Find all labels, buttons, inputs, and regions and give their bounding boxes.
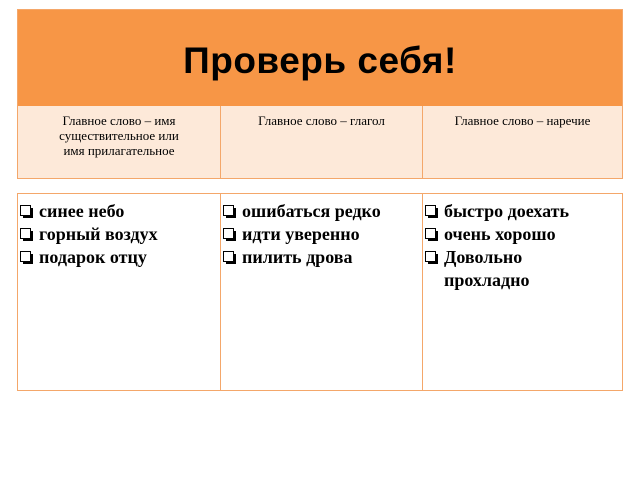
checkbox-bullet-icon [223,205,236,218]
list-item [18,200,220,223]
list-item [423,200,622,223]
list-item-text: идти уверенно [242,224,360,244]
checkbox-bullet-icon [20,228,33,241]
list-item-text: Довольно прохладно [444,247,530,290]
column-header-noun-adjective [18,106,220,178]
list-item [18,223,220,246]
examples-list [18,200,220,269]
examples-column-adverb [422,194,622,390]
checkbox-bullet-icon [425,251,438,264]
list-item-text: синее небо [39,201,125,221]
list-item-text: быстро доехать [444,201,570,221]
list-item [221,223,422,246]
list-item [221,246,422,269]
column-header-line: Главное слово – наречие [454,113,591,128]
list-item [221,200,422,223]
column-header-verb [220,106,422,178]
list-item-text: горный воздух [39,224,158,244]
list-item-text: ошибаться редко [242,201,381,221]
list-item-text: очень хорошо [444,224,556,244]
column-header-line: существительное или [59,128,179,143]
column-header-adverb [422,106,622,178]
checkbox-bullet-icon [223,251,236,264]
checkbox-bullet-icon [223,228,236,241]
list-item [423,223,622,246]
list-item [423,246,622,292]
list-item-text: подарок отцу [39,247,147,267]
list-item [18,246,220,269]
examples-list [221,200,422,269]
column-header-line: имя прилагательное [63,143,175,158]
checkbox-bullet-icon [425,228,438,241]
list-item-text: пилить дрова [242,247,353,267]
header-table [17,9,623,179]
title-band [18,10,622,106]
page-title: Проверь себя! [183,40,457,81]
examples-table [17,193,623,391]
examples-list [423,200,622,292]
checkbox-bullet-icon [20,205,33,218]
checkbox-bullet-icon [20,251,33,264]
checkbox-bullet-icon [425,205,438,218]
column-header-line: Главное слово – имя [62,113,176,128]
column-header-line: Главное слово – глагол [258,113,385,128]
examples-column-verb [220,194,422,390]
examples-column-noun-adjective [18,194,220,390]
